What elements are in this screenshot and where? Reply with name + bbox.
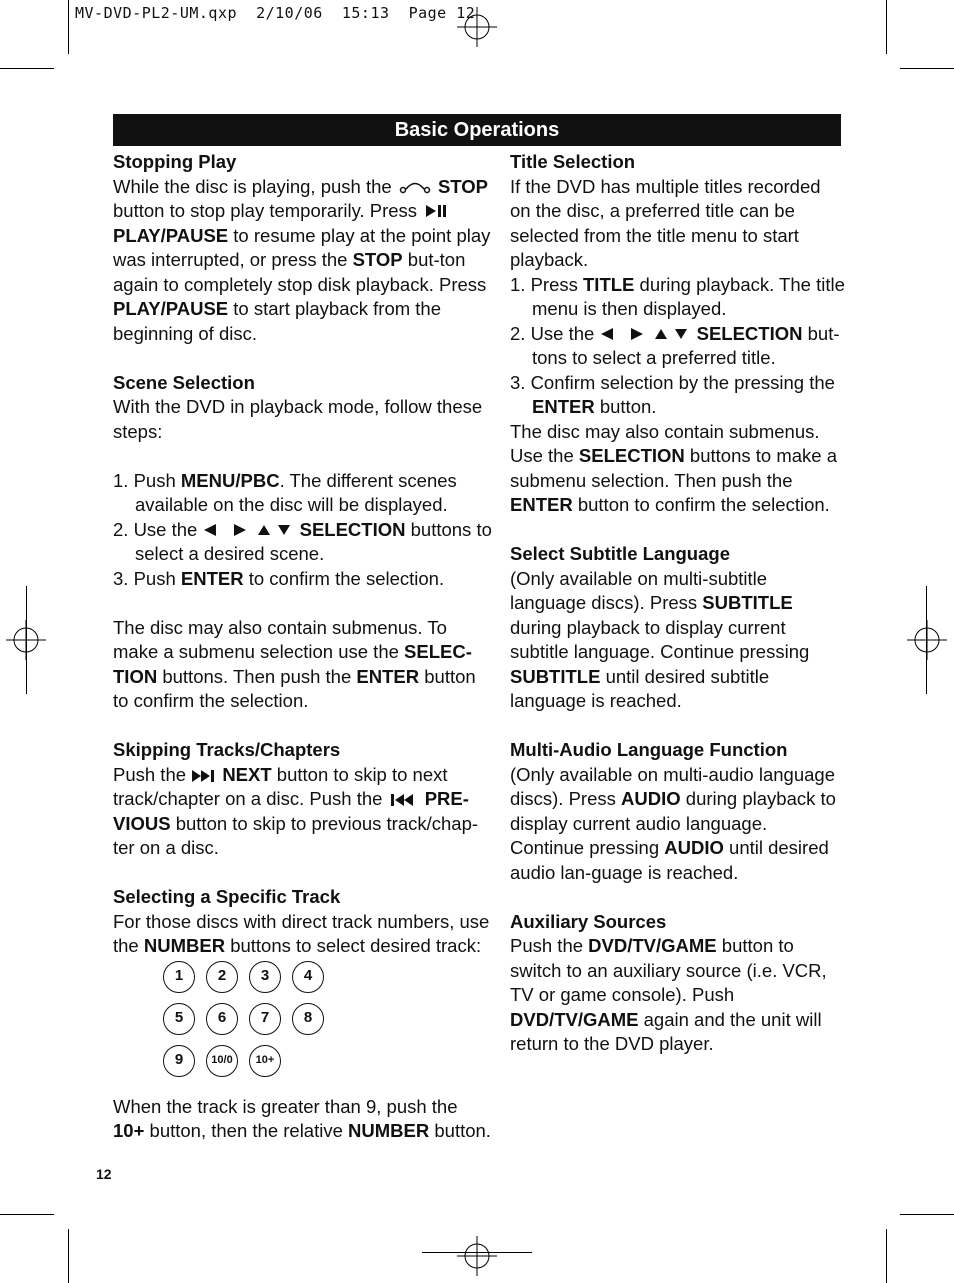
step-text: to confirm the selection.: [248, 567, 445, 589]
section-heading: Select Subtitle Language: [510, 543, 730, 564]
crop-mark: [0, 1214, 54, 1215]
section-heading: Selecting a Specific Track: [113, 886, 341, 907]
next-icon: [191, 769, 217, 783]
section-heading: Multi-Audio Language Function: [510, 739, 788, 760]
play-pause-icon: [422, 203, 452, 219]
selection-label: SELECTION: [299, 518, 406, 540]
specific-track-section: [113, 885, 493, 1144]
audio-label: AUDIO: [621, 788, 681, 809]
crop-mark: [68, 1229, 69, 1283]
step-text: 3. Confirm selection by the pressing the: [510, 371, 835, 393]
body-text: For those discs with direct track numbers, use the: [113, 910, 490, 956]
number-keypad: [163, 961, 493, 1087]
enter-label: ENTER: [180, 567, 244, 589]
subtitle-section: [510, 542, 845, 714]
section-body: [113, 175, 493, 347]
section-intro: With the DVD in playback mode, follow these steps:: [113, 396, 483, 442]
step-text: 2. Use the: [113, 518, 198, 540]
print-slug: MV-DVD-PL2-UM.qxp 2/10/06 15:13 Page 12: [75, 4, 476, 22]
step-text: buttons to select a desired scene.: [135, 518, 492, 564]
crop-mark: [68, 0, 69, 54]
crop-mark: [900, 1214, 954, 1215]
crop-mark: [886, 0, 887, 54]
stop-label: STOP: [352, 249, 403, 270]
body-text: until desired audio lan-guage is reached.: [510, 837, 829, 883]
number-key: 7: [249, 1003, 281, 1035]
registration-mark-icon: [907, 620, 947, 660]
audio-label: AUDIO: [664, 837, 724, 858]
step-text: 1. Press: [510, 273, 578, 295]
registration-mark-icon: [457, 7, 497, 47]
keypad-row: [163, 1003, 493, 1045]
step-text: but-tons to select a preferred title.: [532, 322, 840, 368]
step-item: [113, 518, 493, 567]
registration-mark-icon: [457, 1236, 497, 1276]
title-selection-section: [510, 150, 845, 518]
crop-mark: [0, 68, 54, 69]
section-body: [510, 567, 845, 714]
section-body: [510, 763, 845, 886]
crop-mark: [926, 586, 927, 694]
step-text: 1. Push: [113, 469, 176, 491]
subtitle-label: SUBTITLE: [702, 592, 793, 613]
body-text: Push the: [510, 935, 584, 956]
play-pause-label: PLAY/PAUSE: [113, 224, 229, 246]
play-pause-label: PLAY/PAUSE: [113, 298, 229, 319]
body-text: buttons to select desired track:: [230, 935, 482, 956]
dvd-tv-game-label: DVD/TV/GAME: [510, 1008, 639, 1030]
step-item: [113, 567, 493, 592]
number-key: 1: [163, 961, 195, 993]
next-label: NEXT: [222, 763, 272, 785]
step-text: 3. Push: [113, 567, 176, 589]
number-label: NUMBER: [143, 935, 226, 956]
step-item: [113, 469, 493, 518]
section-banner: Basic Operations: [113, 114, 841, 146]
section-heading: Stopping Play: [113, 151, 237, 172]
section-heading: Auxiliary Sources: [510, 910, 667, 932]
stop-icon: [397, 179, 433, 195]
number-key: 10/0: [206, 1045, 238, 1077]
stopping-play-section: [113, 150, 493, 346]
body-text: button to switch to an auxiliary source (i.e. VCR, TV or game console). Push: [510, 935, 827, 1005]
section-body: [113, 763, 493, 861]
body-text: during playback to display current audio language. Continue pressing: [510, 788, 836, 858]
title-label: TITLE: [583, 273, 635, 295]
body-text: The disc may also contain submenus. To make a submenu selection use the: [113, 616, 447, 662]
number-key: 3: [249, 961, 281, 993]
body-text: button to confirm the selection.: [113, 665, 476, 711]
number-key: 5: [163, 1003, 195, 1035]
section-body: [510, 420, 845, 518]
number-key: 6: [206, 1003, 238, 1035]
body-text: button.: [434, 1120, 491, 1141]
step-text: . The different scenes available on the disc will be displayed.: [135, 469, 457, 515]
body-text: again and the unit will return to the DVD player.: [510, 1008, 822, 1054]
section-body: [113, 616, 493, 714]
number-key: 8: [292, 1003, 324, 1035]
body-text: during playback to display current subtitle language. Continue pressing: [510, 616, 810, 662]
body-text: until desired subtitle language is reached.: [510, 665, 770, 711]
crop-mark: [422, 1252, 532, 1253]
keypad-row: [163, 1045, 493, 1087]
auxiliary-section: [510, 910, 845, 1057]
body-text: buttons. Then push the: [162, 665, 352, 687]
menu-pbc-label: MENU/PBC: [180, 469, 280, 491]
body-text: buttons to make a submenu selection. Then push the: [510, 445, 837, 491]
enter-label: ENTER: [532, 396, 595, 417]
right-column: [510, 150, 845, 1057]
step-text: button.: [599, 396, 657, 417]
number-key: 9: [163, 1045, 195, 1077]
body-text: (Only available on multi-audio language discs). Press: [510, 763, 835, 809]
number-key: 4: [292, 961, 324, 993]
step-text: 2. Use the: [510, 322, 595, 344]
enter-label: ENTER: [356, 665, 420, 687]
section-body: [510, 934, 845, 1057]
section-heading: Title Selection: [510, 151, 636, 172]
section-heading: Skipping Tracks/Chapters: [113, 739, 341, 760]
body-text: While the disc is playing, push the: [113, 175, 392, 197]
body-text: button to stop play temporarily. Press: [113, 200, 418, 221]
body-text: button to confirm the selection.: [577, 494, 830, 515]
dvd-tv-game-label: DVD/TV/GAME: [588, 935, 717, 956]
enter-label: ENTER: [510, 494, 573, 515]
audio-section: [510, 738, 845, 885]
crop-mark: [886, 1229, 887, 1283]
arrow-keys-icon: [202, 522, 294, 538]
number-label: NUMBER: [348, 1120, 430, 1141]
body-text: button to skip to previous track/chap-ter on a disc.: [113, 812, 479, 858]
body-text: The disc may also contain submenus. Use the: [510, 420, 820, 466]
body-text: to resume play at the point play was interrupted, or press the: [113, 224, 491, 270]
body-text: but-ton again to completely stop disk playback. Press: [113, 249, 487, 295]
page-number: 12: [96, 1166, 112, 1182]
body-text: to start playback from the beginning of disc.: [113, 298, 441, 344]
arrow-keys-icon: [599, 326, 691, 342]
previous-label: PRE-VIOUS: [113, 788, 469, 834]
previous-icon: [388, 793, 420, 807]
step-text: during playback. The title menu is then displayed.: [532, 273, 845, 319]
ten-plus-label: 10+: [113, 1120, 145, 1141]
stop-label: STOP: [437, 175, 489, 197]
skipping-section: [113, 738, 493, 861]
step-item: [510, 322, 845, 371]
selection-label: SELECTION: [578, 445, 685, 466]
selection-label: SELECTION: [696, 322, 803, 344]
section-heading: Scene Selection: [113, 371, 255, 393]
section-body: [113, 1095, 493, 1144]
step-item: [510, 273, 845, 322]
selection-label: SELEC-TION: [113, 641, 472, 687]
section-intro: If the DVD has multiple titles recorded on the disc, a preferred title can be selected from the title menu to start playback.: [510, 175, 821, 270]
subtitle-label: SUBTITLE: [510, 665, 601, 687]
body-text: (Only available on multi-subtitle language discs). Press: [510, 567, 768, 613]
crop-mark: [26, 586, 27, 694]
number-key: 10+: [249, 1045, 281, 1077]
section-body: [113, 910, 493, 959]
crop-mark: [900, 68, 954, 69]
keypad-row: [163, 961, 493, 1003]
step-item: [510, 371, 845, 420]
body-text: Push the: [113, 763, 187, 785]
scene-selection-section: [113, 371, 493, 714]
left-column: [113, 150, 493, 1144]
number-key: 2: [206, 961, 238, 993]
body-text: When the track is greater than 9, push the: [113, 1095, 458, 1117]
body-text: button to skip to next track/chapter on a disc. Push the: [113, 763, 448, 809]
body-text: button, then the relative: [149, 1120, 343, 1141]
